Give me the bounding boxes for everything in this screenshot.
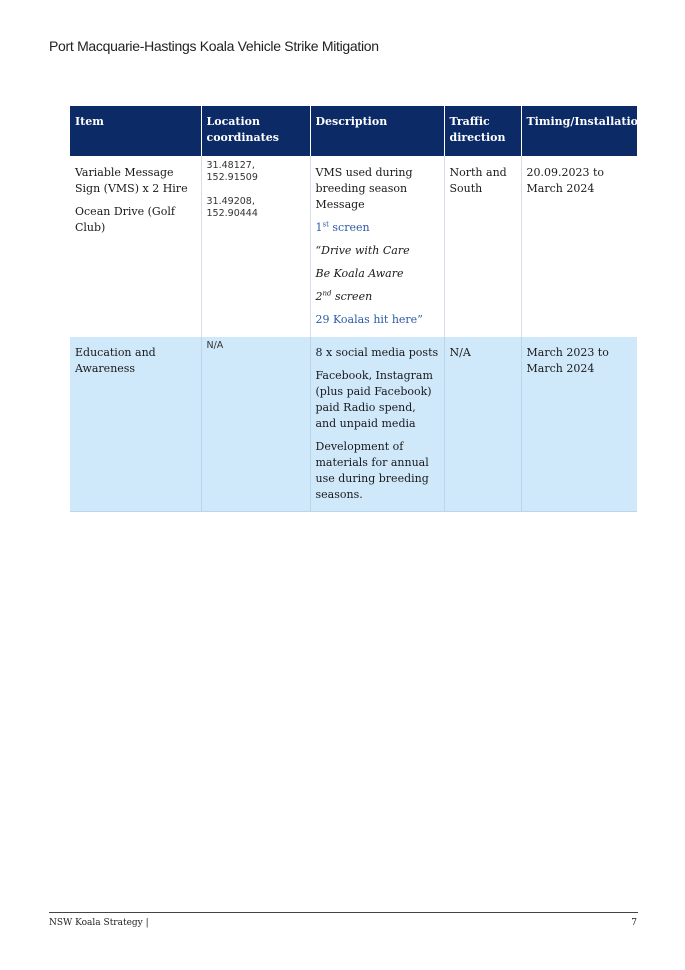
footer-divider [49,912,638,913]
message-line-2: Be Koala Aware [315,267,404,280]
item-name: Education and Awareness [75,346,156,375]
cell-timing: March 2023 to March 2024 [521,337,637,512]
table-header-row [70,106,637,156]
description-intro: VMS used during breeding season Message [315,166,413,211]
description-paragraph: 8 x social media posts [315,346,439,359]
cell-description [310,337,444,512]
cell-timing: 20.09.2023 to March 2024 [521,156,637,337]
cell-coordinates [201,156,310,337]
header-item: Item [70,106,201,156]
screen-1-label: 1st screen [315,220,370,234]
header-traffic: Traffic direction [444,106,521,156]
message-line-1: “Drive with Care [315,244,410,257]
cell-item [70,156,201,337]
cell-coordinates [201,337,310,512]
table-row [70,156,637,337]
footer-label: NSW Koala Strategy | [49,918,149,928]
cell-traffic: N/A [444,337,521,512]
coordinate-1: 31.48127, 152.91509 [206,160,258,183]
coordinate-1: N/A [206,340,224,351]
message-line-3: 29 Koalas hit here” [315,313,423,326]
cell-traffic: North and South [444,156,521,337]
coordinate-2: 31.49208, 152.90444 [206,196,258,219]
mitigation-table [70,106,647,512]
header-location: Location coordinates [201,106,310,156]
description-paragraph: Development of materials for annual use during breeding seasons. [315,440,429,501]
description-paragraph: Facebook, Instagram (plus paid Facebook) paid Radio spend, and unpaid media [315,369,433,430]
item-name: Variable Message Sign (VMS) x 2 Hire [75,166,188,195]
document-title: Port Macquarie-Hastings Koala Vehicle Strike Mitigation [49,38,379,54]
item-location: Ocean Drive (Golf Club) [75,205,175,234]
cell-item [70,337,201,512]
page-number: 7 [631,918,637,928]
cell-description [310,156,444,337]
header-description: Description [310,106,444,156]
screen-2-label: 2nd screen [315,289,373,303]
header-timing: Timing/Installation [521,106,637,156]
table-row [70,337,637,512]
